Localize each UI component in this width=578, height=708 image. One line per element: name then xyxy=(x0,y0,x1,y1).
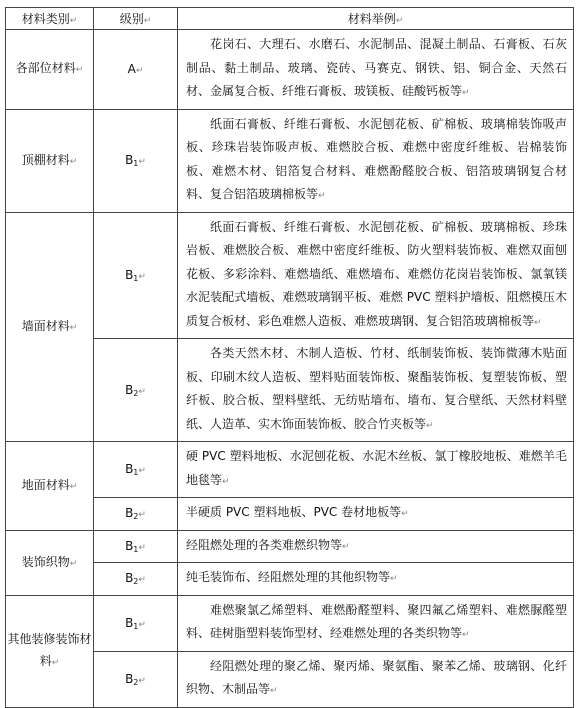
category-cell: 墙面材料↵ xyxy=(6,212,94,442)
table-row xyxy=(6,530,574,563)
materials-table xyxy=(5,7,574,708)
grade-cell: A↵ xyxy=(94,30,178,110)
grade-cell: $B_2↵$ xyxy=(94,651,178,707)
examples-cell: 经阻燃处理的聚乙烯、聚丙烯、聚氨酯、聚苯乙烯、玻璃钢、化纤织物、木制品等↵ xyxy=(178,651,574,707)
category-cell: 装饰织物↵ xyxy=(6,530,94,595)
grade-cell: $B_1↵$ xyxy=(94,530,178,563)
table-row xyxy=(6,109,574,212)
header-grade: 级别↵ xyxy=(94,8,178,30)
examples-cell: 半硬质 PVC 塑料地板、PVC 卷材地板等↵ xyxy=(178,498,574,531)
examples-cell: 纯毛装饰布、经阻燃处理的其他织物等↵ xyxy=(178,563,574,596)
header-category: 材料类别↵ xyxy=(6,8,94,30)
grade-cell: $B_2↵$ xyxy=(94,563,178,596)
examples-cell: 纸面石膏板、纤维石膏板、水泥刨花板、矿棉板、玻璃棉板、珍珠岩板、难燃胶合板、难燃中密度纤维板、防火塑料装饰板、难燃双面刨花板、多彩涂料、难燃墙纸、难燃墙布、难燃仿花岗岩装饰板、氯氧镁水泥装配式墙板、难燃玻璃钢平板、难燃 PVC 塑料护墙板、阻燃模压木质复合板材、彩色难燃人造板、难燃玻璃钢、复合铝箔玻璃棉板等↵ xyxy=(178,212,574,339)
examples-cell: 难燃聚氯乙烯塑料、难燃酚醛塑料、聚四氟乙烯塑料、难燃脲醛塑料、硅树脂塑料装饰型材、经难燃处理的各类织物等↵ xyxy=(178,595,574,651)
examples-cell: 各类天然木材、木制人造板、竹材、纸制装饰板、装饰微薄木贴面板、印刷木纹人造板、塑料贴面装饰板、聚酯装饰板、复塑装饰板、塑纤板、胶合板、塑料壁纸、无纺贴墙布、墙布、复合壁纸、天然材料壁纸、人造革、实木饰面装饰板、胶合竹夹板等↵ xyxy=(178,339,574,442)
table-row xyxy=(6,442,574,498)
category-cell: 顶棚材料↵ xyxy=(6,109,94,212)
grade-cell: $B_1↵$ xyxy=(94,109,178,212)
table-row xyxy=(6,212,574,339)
grade-cell: $B_2↵$ xyxy=(94,339,178,442)
header-examples: 材料举例↵ xyxy=(178,8,574,30)
examples-cell: 纸面石膏板、纤维石膏板、水泥刨花板、矿棉板、玻璃棉装饰吸声板、珍珠岩装饰吸声板、难燃胶合板、难燃中密度纤维板、岩棉装饰板、难燃木材、铝箔复合材料、难燃酚醛胶合板、铝箔玻璃钢复合材料、复合铝箔玻璃棉板等↵ xyxy=(178,109,574,212)
grade-cell: $B_1↵$ xyxy=(94,595,178,651)
table-row xyxy=(6,30,574,110)
table-row xyxy=(6,595,574,651)
examples-cell: 花岗石、大理石、水磨石、水泥制品、混凝土制品、石膏板、石灰制品、黏土制品、玻璃、瓷砖、马赛克、钢铁、铝、铜合金、天然石材、金属复合板、纤维石膏板、玻镁板、硅酸钙板等↵ xyxy=(178,30,574,110)
category-cell: 各部位材料↵ xyxy=(6,30,94,110)
examples-cell: 硬 PVC 塑料地板、水泥刨花板、水泥木丝板、氯丁橡胶地板、难燃羊毛地毯等↵ xyxy=(178,442,574,498)
category-cell: 地面材料↵ xyxy=(6,442,94,531)
header-row xyxy=(6,8,574,30)
grade-cell: $B_2↵$ xyxy=(94,498,178,531)
examples-cell: 经阻燃处理的各类难燃织物等↵ xyxy=(178,530,574,563)
document-page xyxy=(5,7,574,708)
grade-cell: $B_1↵$ xyxy=(94,212,178,339)
grade-cell: $B_1↵$ xyxy=(94,442,178,498)
category-cell: 其他装修装饰材料↵ xyxy=(6,595,94,707)
